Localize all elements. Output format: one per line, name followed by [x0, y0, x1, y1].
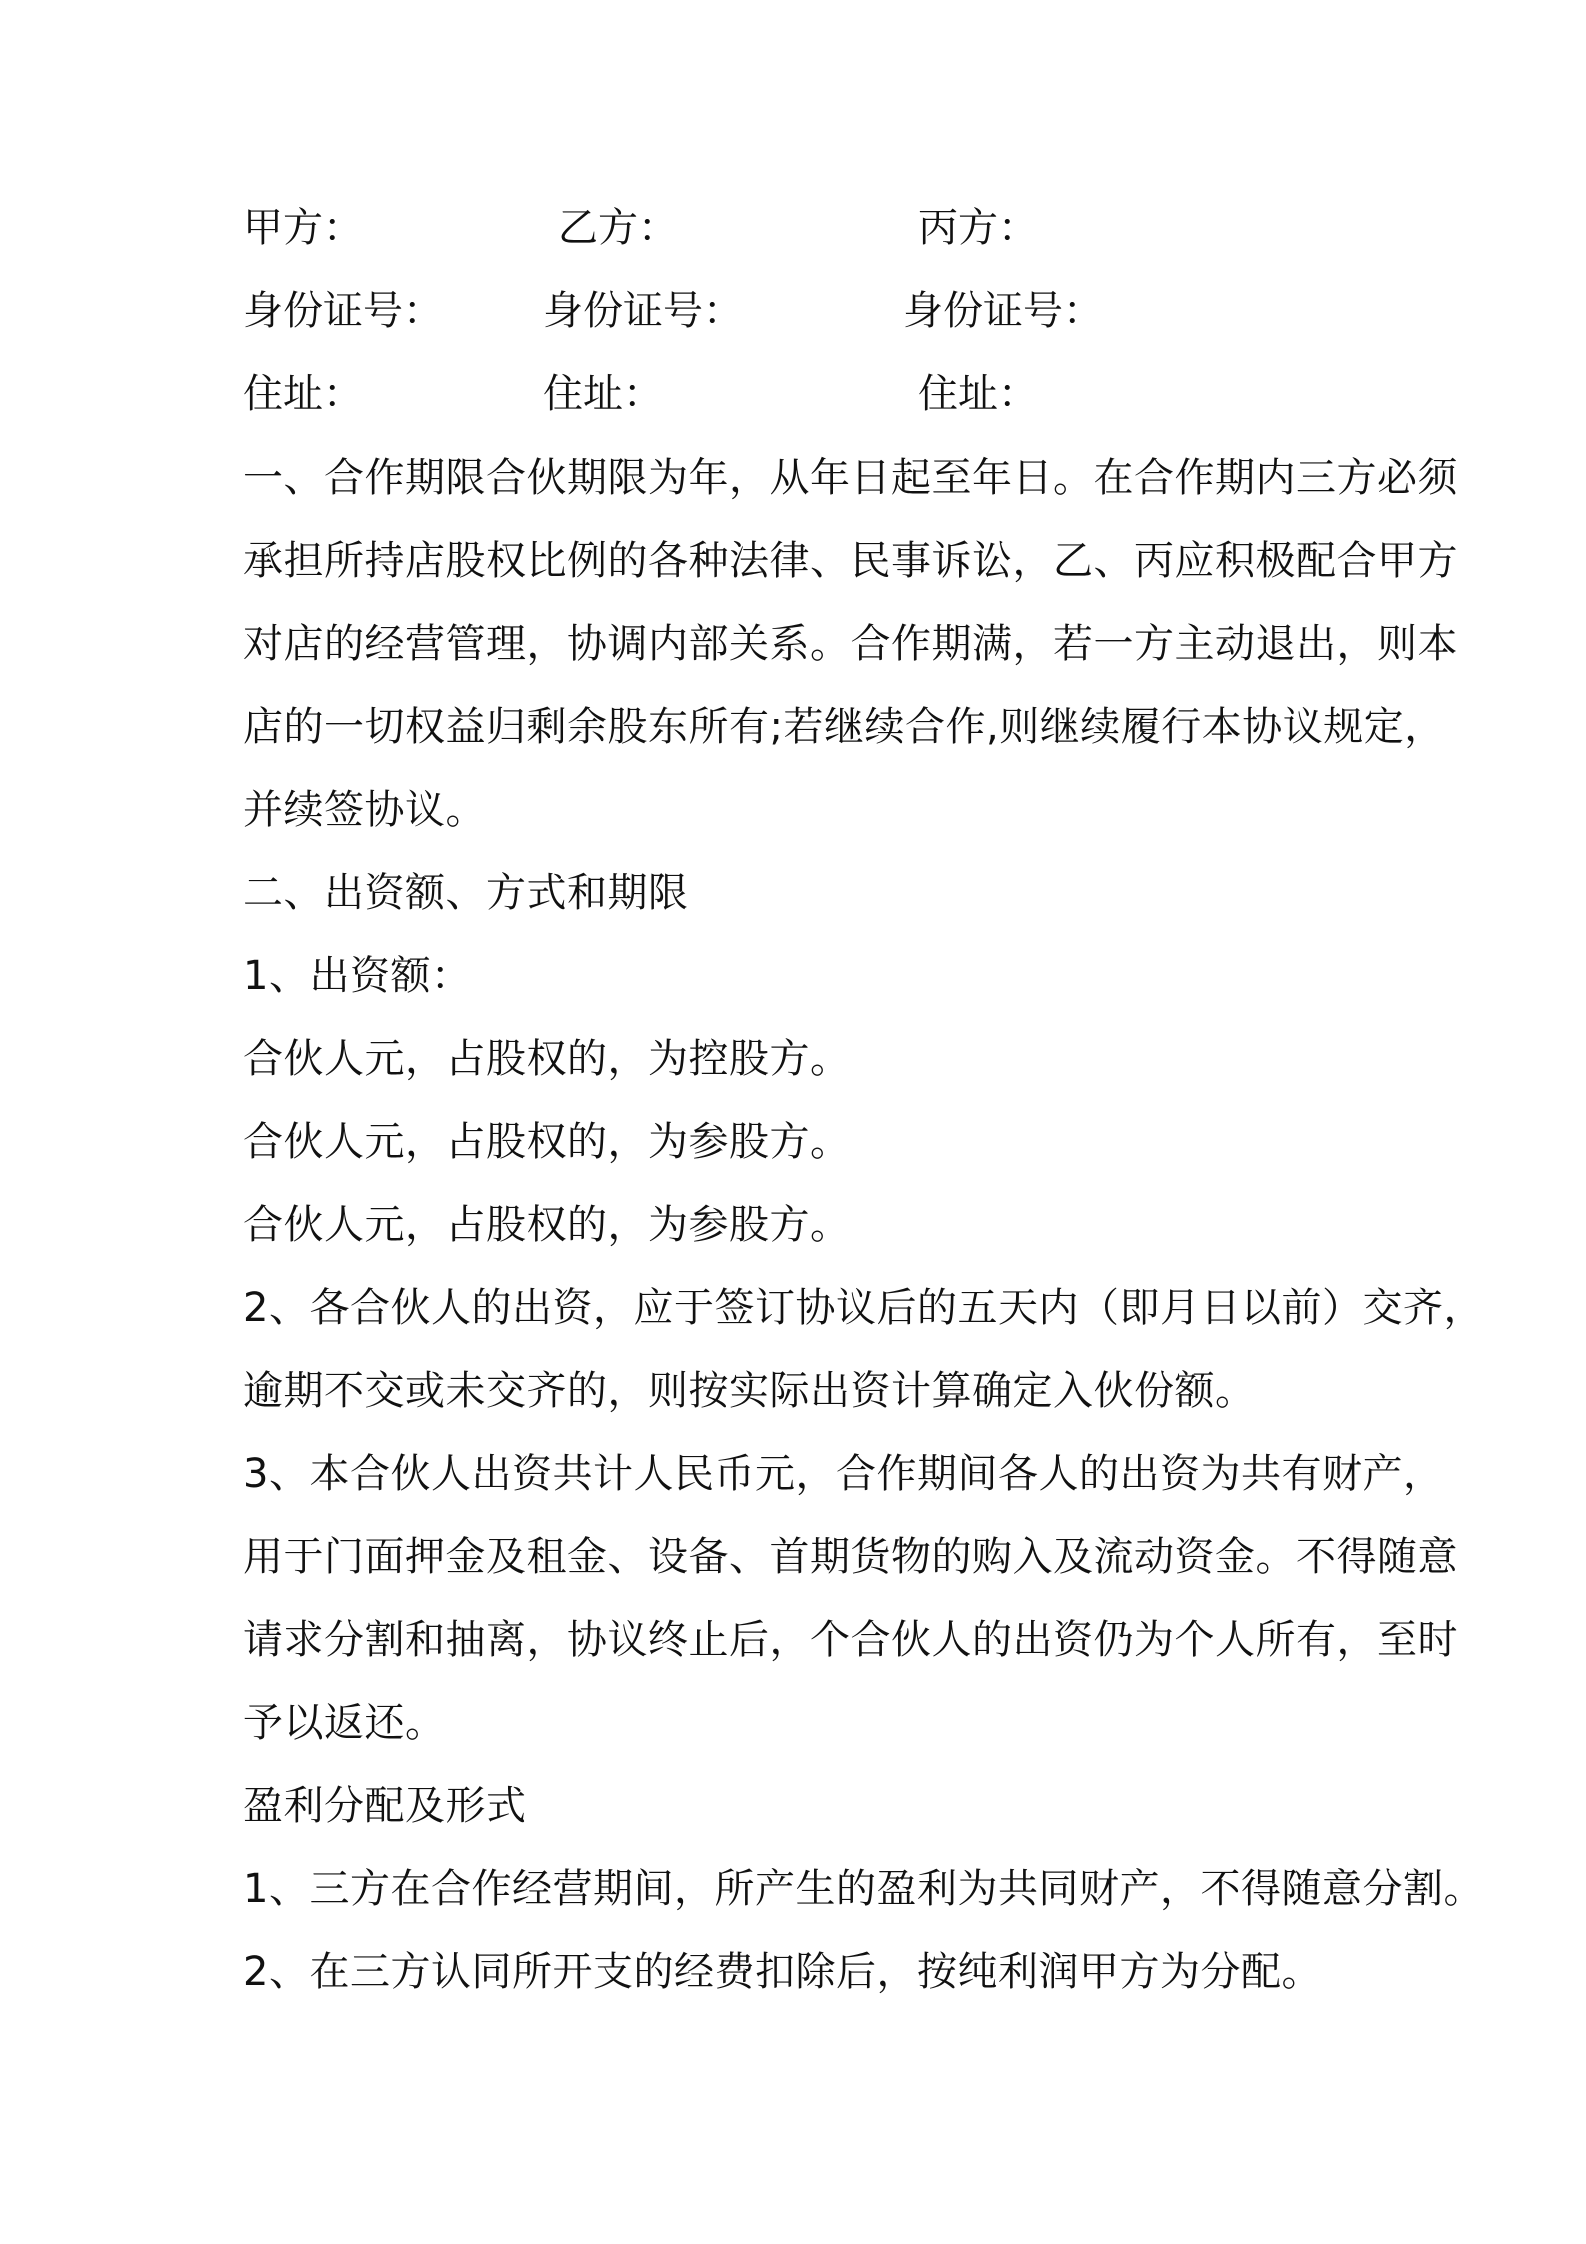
- paragraph-line: 合伙人元，占股权的，为参股方。: [243, 1119, 851, 1165]
- party-c-address-label: 住址：: [918, 371, 1038, 417]
- section-heading: 二、出资额、方式和期限: [243, 870, 689, 916]
- paragraph-line: 逾期不交或未交齐的，则按实际出资计算确定入伙份额。: [243, 1368, 1256, 1414]
- paragraph-line: 2、在三方认同所开支的经费扣除后，按纯利润甲方为分配。: [243, 1949, 1322, 1995]
- paragraph-line: 2、各合伙人的出资，应于签订协议后的五天内（即月日以前）交齐，: [243, 1285, 1484, 1331]
- paragraph-line: 合伙人元，占股权的，为控股方。: [243, 1036, 851, 1082]
- paragraph-line: 请求分割和抽离，协议终止后，个合伙人的出资仍为个人所有，至时: [243, 1617, 1458, 1663]
- party-b-address-label: 住址：: [543, 371, 663, 417]
- paragraph-line: 一、合作期限合伙期限为年，从年日起至年日。在合作期内三方必须: [243, 455, 1458, 501]
- party-c-id-label: 身份证号：: [903, 288, 1103, 334]
- party-a-address-label: 住址：: [243, 371, 363, 417]
- party-b-id-label: 身份证号：: [543, 288, 743, 334]
- paragraph-line: 店的一切权益归剩余股东所有;若继续合作,则继续履行本协议规定，: [243, 704, 1445, 750]
- paragraph-line: 用于门面押金及租金、设备、首期货物的购入及流动资金。不得随意: [243, 1534, 1458, 1580]
- paragraph-line: 并续签协议。: [243, 787, 486, 833]
- paragraph-line: 3、本合伙人出资共计人民币元，合作期间各人的出资为共有财产，: [243, 1451, 1444, 1497]
- party-a-id-label: 身份证号：: [243, 288, 443, 334]
- paragraph-line: 予以返还。: [243, 1700, 446, 1746]
- subsection-heading: 1、出资额：: [243, 953, 472, 999]
- party-a-label: 甲方：: [243, 205, 363, 251]
- paragraph-line: 1、三方在合作经营期间，所产生的盈利为共同财产，不得随意分割。: [243, 1866, 1484, 1912]
- party-b-label: 乙方：: [558, 205, 678, 251]
- paragraph-line: 承担所持店股权比例的各种法律、民事诉讼，乙、丙应积极配合甲方: [243, 538, 1458, 584]
- paragraph-line: 对店的经营管理，协调内部关系。合作期满，若一方主动退出，则本: [243, 621, 1458, 667]
- party-c-label: 丙方：: [918, 205, 1038, 251]
- section-heading: 盈利分配及形式: [243, 1783, 527, 1829]
- paragraph-line: 合伙人元，占股权的，为参股方。: [243, 1202, 851, 1248]
